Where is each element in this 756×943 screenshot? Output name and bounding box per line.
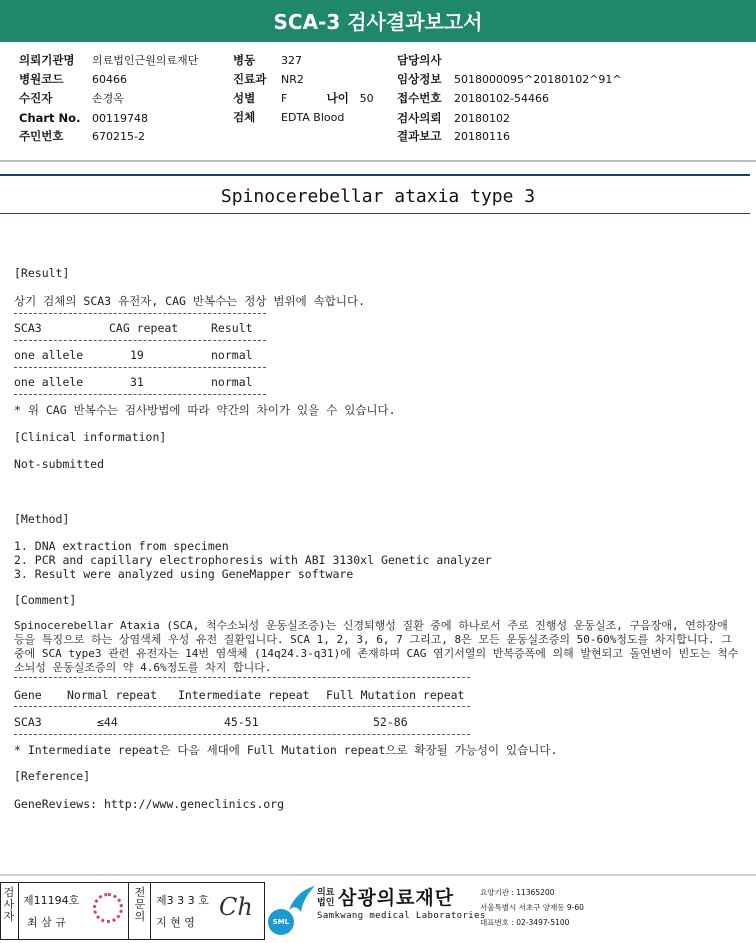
- info-chart-no: Chart No. 00119748: [19, 111, 148, 125]
- repeat-col-full: Full Mutation repeat: [326, 688, 465, 702]
- info-hospital-code: 병원코드 60466: [19, 72, 127, 86]
- result-summary: 상기 검체의 SCA3 유전자, CAG 반복수는 정상 범위에 속합니다.: [14, 294, 365, 308]
- org-phone: 대표번호 : 02-3497-5100: [480, 918, 570, 927]
- logo-icon: SML: [268, 909, 294, 935]
- result-heading: [Result]: [14, 266, 70, 280]
- inspector-name: 최 삼 규: [27, 916, 66, 929]
- org-code: 요양기관 : 11365200: [480, 888, 555, 897]
- repeat-row-gene: SCA3: [14, 715, 42, 729]
- result-row-allele: one allele: [14, 348, 84, 362]
- info-ward: 병동 327: [233, 53, 302, 67]
- reference-text: GeneReviews: http://www.geneclinics.org: [14, 797, 285, 811]
- result-note: * 위 CAG 반복수는 검사방법에 따라 약간의 차이가 있을 수 있습니다.: [14, 403, 396, 417]
- comment-heading: [Comment]: [14, 593, 77, 607]
- table-divider: [14, 677, 470, 678]
- table-divider: [14, 706, 470, 707]
- org-name: 삼광의료재단: [338, 887, 455, 909]
- reference-heading: [Reference]: [14, 769, 91, 783]
- info-specimen: 검체 EDTA Blood: [233, 110, 345, 124]
- result-col-cag: CAG repeat: [109, 321, 179, 335]
- info-report-date: 결과보고 20180116: [397, 129, 510, 143]
- result-row-allele: one allele: [14, 375, 84, 389]
- report-title: SCA-3 검사결과보고서: [273, 10, 483, 34]
- reviewer-license: 제3 3 3 호: [156, 894, 209, 907]
- clinical-heading: [Clinical information]: [14, 430, 167, 444]
- result-row-repeat: 31: [130, 375, 144, 389]
- info-divider: [0, 160, 756, 162]
- info-sex: 성별 F 나이 50: [233, 89, 374, 107]
- signature: Ch: [219, 893, 253, 921]
- info-patient-name: 수진자 손경옥: [19, 91, 124, 105]
- repeat-col-normal: Normal repeat: [67, 688, 158, 702]
- reviewer-label: 전문의: [134, 886, 146, 923]
- result-row-repeat: 19: [130, 348, 144, 362]
- org-type: 의료 법인: [317, 888, 335, 908]
- stamp-icon: [93, 893, 123, 923]
- org-address: 서울특별시 서초구 양재동 9-60: [480, 903, 584, 912]
- method-step: 2. PCR and capillary electrophoresis with ABI 3130xl Genetic analyzer: [14, 553, 492, 567]
- table-divider: [14, 367, 266, 368]
- info-resident-no: 주민번호 670215-2: [19, 129, 145, 143]
- repeat-col-gene: Gene: [14, 688, 42, 702]
- table-divider: [14, 734, 470, 735]
- reviewer-name: 지 현 영: [156, 916, 195, 929]
- method-step: 3. Result were analyzed using GeneMapper software: [14, 567, 354, 581]
- repeat-row-intermediate: 45-51: [224, 715, 259, 729]
- info-department: 진료과 NR2: [233, 72, 304, 86]
- info-clinical: 임상정보 5018000095^20180102^91^: [397, 72, 622, 86]
- info-age-label: 나이: [326, 91, 349, 105]
- inspector-license: 제11194호: [23, 894, 80, 907]
- section-title: Spinocerebellar ataxia type 3: [220, 186, 536, 207]
- table-divider: [14, 313, 266, 314]
- signature-box: [0, 882, 265, 940]
- method-heading: [Method]: [14, 512, 70, 526]
- footer-divider: [0, 874, 756, 876]
- info-physician: 담당의사: [397, 53, 442, 67]
- inspector-label: 검사자: [3, 886, 15, 923]
- info-institution: 의뢰기관명 의료법인근원의료재단: [19, 53, 199, 67]
- method-step: 1. DNA extraction from specimen: [14, 539, 229, 553]
- repeat-note: * Intermediate repeat은 다음 세대에 Full Mutation repeat으로 확장될 가능성이 있습니다.: [14, 743, 558, 757]
- section-bottom-rule: [0, 213, 750, 214]
- result-row-status: normal: [211, 348, 253, 362]
- result-col-gene: SCA3: [14, 321, 42, 335]
- repeat-col-intermediate: Intermediate repeat: [178, 688, 310, 702]
- result-row-status: normal: [211, 375, 253, 389]
- table-divider: [14, 394, 266, 395]
- repeat-row-normal: ≤44: [97, 715, 118, 729]
- section-top-rule: [0, 174, 750, 176]
- info-request-date: 검사의뢰 20180102: [397, 111, 510, 125]
- org-english-name: Samkwang medical Laboratories: [317, 911, 486, 921]
- info-age-value: 50: [359, 92, 374, 105]
- info-receipt-no: 접수번호 20180102-54466: [397, 91, 549, 105]
- comment-text: Spinocerebellar Ataxia (SCA, 척수소뇌성 운동실조증)는 신경퇴행성 질환 중에 하나로서 주로 진행성 운동실조, 구음장애, 연하장애 등을 특징으로 하는 상염색체 우성 유전 질환입니다. SCA 1, 2, 3, 6, 7 그리고, 8은 모든 운동실조증의 50-60%정도를 차지합니다. 그중에 SCA type3 관련 유전자는 14번 염색체 (14q24.3-q31)에 존재하며 CAG 염기서열의 반복증폭에 의해 발현되고 돌연변이 빈도는 척수소뇌성 운동실조증의 약 4.6%정도를 차지 합니다.: [14, 619, 739, 674]
- report-title-bar: [0, 0, 756, 42]
- repeat-row-full: 52-86: [373, 715, 408, 729]
- table-divider: [14, 340, 266, 341]
- result-col-result: Result: [211, 321, 253, 335]
- logo-swoosh-icon: [285, 884, 317, 914]
- clinical-text: Not-submitted: [14, 457, 105, 471]
